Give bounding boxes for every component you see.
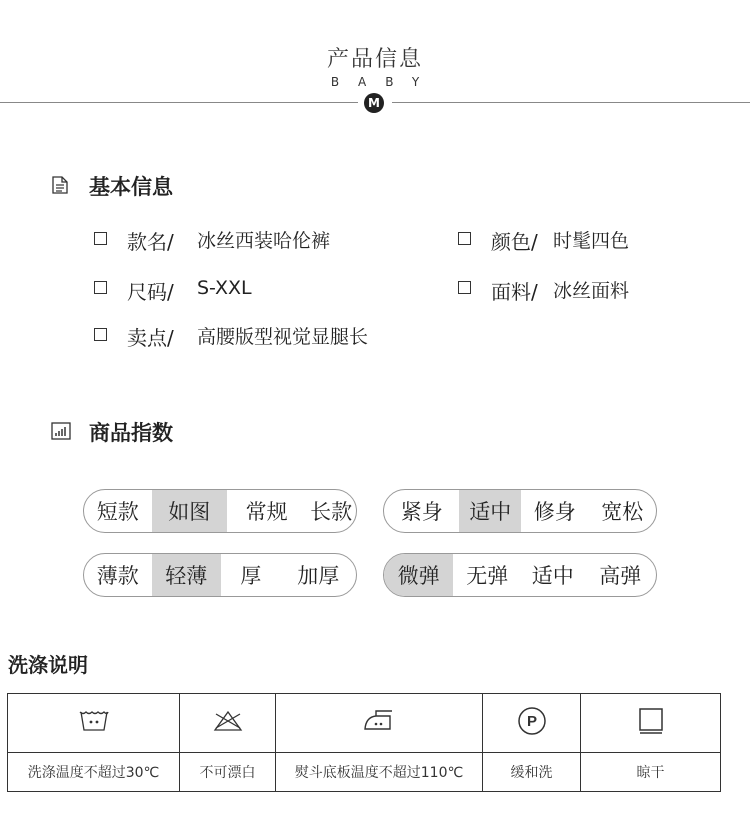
iron-label: 熨斗底板温度不超过110℃ [276, 753, 483, 792]
size-value: S-XXL [197, 277, 252, 299]
index-option: 修身 [533, 500, 576, 524]
page-subtitle: BABY [330, 75, 439, 89]
elasticity-index [383, 553, 657, 597]
dry-clean-icon-cell [483, 694, 581, 753]
selling-point-value: 高腰版型视觉显腿长 [197, 326, 369, 348]
fabric-label: 面料/ [491, 280, 538, 304]
iron-icon-cell [276, 694, 483, 753]
basic-info-title: 基本信息 [89, 175, 173, 199]
index-option: 适中 [531, 564, 574, 588]
wash-30-icon [78, 708, 110, 734]
info-checkbox [94, 328, 107, 341]
style-name-label: 款名/ [127, 230, 174, 254]
index-option: 宽松 [601, 500, 644, 524]
index-option: 长款 [310, 500, 353, 524]
thickness-index [83, 553, 357, 597]
dry-icon-cell [581, 694, 721, 753]
washing-table [7, 693, 721, 792]
index-option-selected: 如图 [152, 490, 227, 532]
index-option: 高弹 [599, 564, 642, 588]
dry-clean-letter: P [526, 713, 537, 730]
info-checkbox [94, 232, 107, 245]
page-title: 产品信息 [326, 47, 423, 72]
index-option: 厚 [240, 564, 262, 588]
style-name-value: 冰丝西装哈伦裤 [197, 230, 331, 252]
index-option: 薄款 [96, 564, 139, 588]
index-option: 常规 [245, 500, 288, 524]
index-option: 短款 [96, 500, 139, 524]
index-option-selected: 适中 [459, 490, 521, 532]
dry-label: 晾干 [581, 753, 721, 792]
index-option-selected: 微弹 [384, 554, 453, 596]
index-option: 无弹 [466, 564, 509, 588]
washing-title: 洗涤说明 [8, 653, 88, 677]
brand-badge: M [364, 93, 384, 113]
fit-index [383, 489, 657, 533]
info-checkbox [458, 281, 471, 294]
color-value: 时髦四色 [553, 230, 630, 252]
index-option: 紧身 [400, 500, 443, 524]
no-bleach-icon [212, 709, 244, 733]
header-divider-left [0, 102, 358, 103]
wash-icon-cell [8, 694, 180, 753]
line-dry-icon [637, 706, 665, 736]
document-icon [52, 176, 68, 194]
bleach-label: 不可漂白 [180, 753, 276, 792]
index-option-selected: 轻薄 [152, 554, 221, 596]
size-label: 尺码/ [127, 280, 174, 304]
color-label: 颜色/ [491, 230, 538, 254]
dry-clean-label: 缓和洗 [483, 753, 581, 792]
bleach-icon-cell [180, 694, 276, 753]
length-index [83, 489, 357, 533]
info-checkbox [458, 232, 471, 245]
selling-point-label: 卖点/ [127, 326, 174, 350]
iron-icon [362, 708, 396, 734]
fabric-value: 冰丝面料 [553, 280, 630, 302]
wash-label: 洗涤温度不超过30℃ [8, 753, 180, 792]
bar-chart-icon [51, 422, 71, 440]
dry-clean-p-icon [516, 705, 548, 737]
info-checkbox [94, 281, 107, 294]
header-divider-right [392, 102, 750, 103]
index-option: 加厚 [297, 564, 340, 588]
product-index-title: 商品指数 [89, 421, 173, 445]
